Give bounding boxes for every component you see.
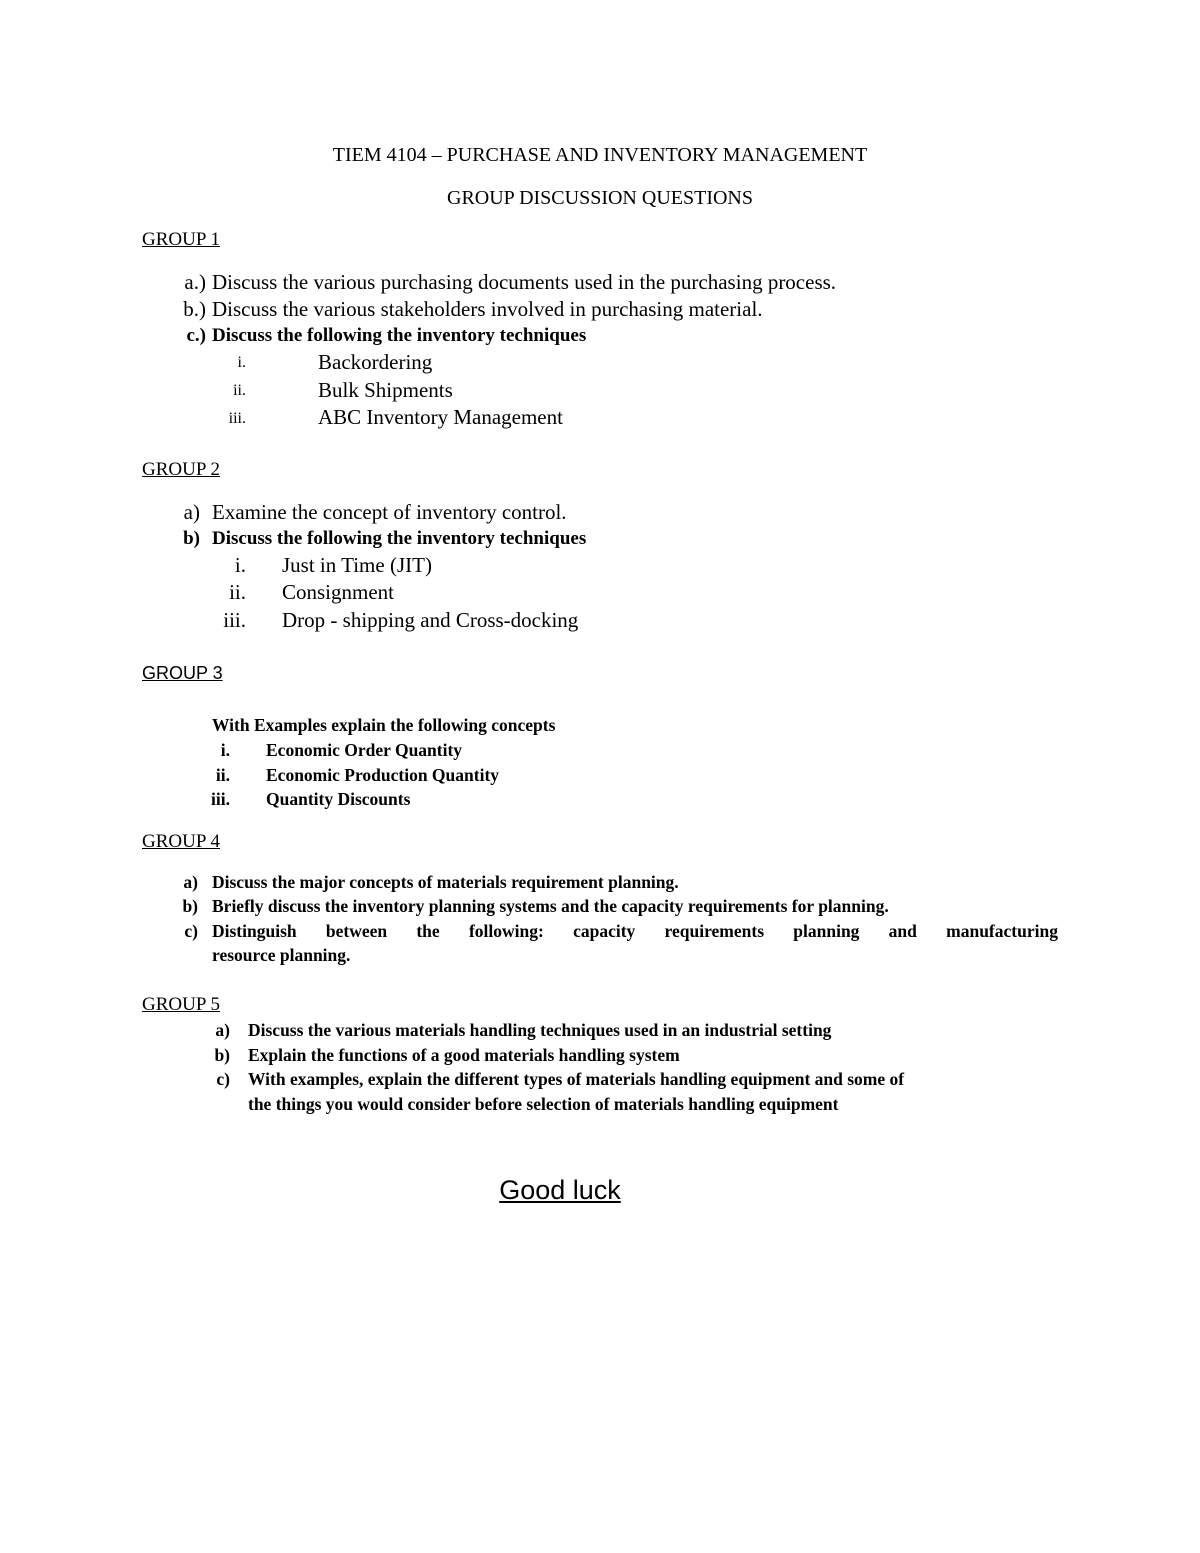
group-2-subitem-iii-label: iii. [223,608,246,632]
group-2-heading: GROUP 2 [142,459,220,480]
group-2-subitem-iii-text: Drop - shipping and Cross-docking [282,608,579,632]
group-2-item-b-label: b) [183,528,200,549]
group-5-item-c-label: c) [216,1069,230,1089]
word: following: [468,921,544,941]
closing-text: Good luck [499,1175,621,1205]
word: manufacturing [946,921,1058,941]
group-3-subitem-i-text: Economic Order Quantity [266,740,463,760]
group-1-subitem-iii-text: ABC Inventory Management [318,405,563,429]
group-2-item-b-text: Discuss the following the inventory techniques [212,528,587,549]
word: between [325,921,388,941]
group-1-subitem-iii-label: iii. [228,410,246,427]
group-2-item-a-label: a) [183,500,200,524]
document-subtitle: GROUP DISCUSSION QUESTIONS [447,187,753,209]
group-4-item-b-text: Briefly discuss the inventory planning systems and the capacity requirements for planning. [212,896,889,916]
group-1-item-a-text: Discuss the various purchasing documents used in the purchasing process. [212,270,837,294]
group-3-heading: GROUP 3 [142,663,223,683]
group-1-item-b-text: Discuss the various stakeholders involved in purchasing material. [212,297,763,321]
group-4-heading: GROUP 4 [142,831,220,852]
group-4-item-a-label: a) [183,872,198,892]
group-1-item-c-label: c.) [186,325,206,346]
group-1-item-b-label: b.) [183,297,206,321]
group-3-subitem-ii-label: ii. [215,765,230,785]
group-1-item-c-text: Discuss the following the inventory techniques [212,325,587,346]
group-1-heading: GROUP 1 [142,229,220,250]
group-3-intro: With Examples explain the following concepts [212,715,556,735]
group-1-subitem-ii-label: ii. [233,382,246,399]
group-5-item-a-text: Discuss the various materials handling techniques used in an industrial setting [248,1020,832,1040]
group-5-heading: GROUP 5 [142,994,220,1015]
word: and [888,921,917,941]
group-4-item-c-line2: resource planning. [212,945,351,965]
document-title: TIEM 4104 – PURCHASE AND INVENTORY MANAGEMENT [332,144,868,166]
group-1-item-a-label: a.) [184,270,206,294]
group-4-item-c-line1 [212,921,1058,942]
group-4-item-b-label: b) [182,896,198,916]
word: planning [793,921,860,941]
group-5-item-b-label: b) [214,1045,230,1065]
word: capacity [573,921,636,941]
word: requirements [664,921,765,941]
group-3-subitem-ii-text: Economic Production Quantity [266,765,500,785]
group-1-subitem-i-text: Backordering [318,350,433,374]
group-2-subitem-i-label: i. [234,553,246,577]
group-1-subitem-ii-text: Bulk Shipments [318,378,453,402]
group-4-item-a-text: Discuss the major concepts of materials requirement planning. [212,872,679,892]
group-2-item-a-text: Examine the concept of inventory control. [212,500,567,524]
group-3-subitem-iii-text: Quantity Discounts [266,789,411,809]
group-4-item-c-label: c) [184,921,198,941]
group-5-item-a-label: a) [215,1020,230,1040]
group-5-item-c-line2: the things you would consider before selection of materials handling equipment [248,1094,839,1114]
group-3-subitem-iii-label: iii. [211,789,230,809]
word: the [416,921,440,941]
group-5-item-b-text: Explain the functions of a good materials handling system [248,1045,680,1065]
group-2-subitem-i-text: Just in Time (JIT) [282,553,432,577]
group-1-subitem-i-label: i. [237,354,246,371]
group-2-subitem-ii-text: Consignment [282,580,395,604]
word: Distinguish [212,921,297,941]
group-3-subitem-i-label: i. [220,740,230,760]
group-2-subitem-ii-label: ii. [229,580,246,604]
group-5-item-c-line1: With examples, explain the different types of materials handling equipment and some of [248,1069,905,1089]
